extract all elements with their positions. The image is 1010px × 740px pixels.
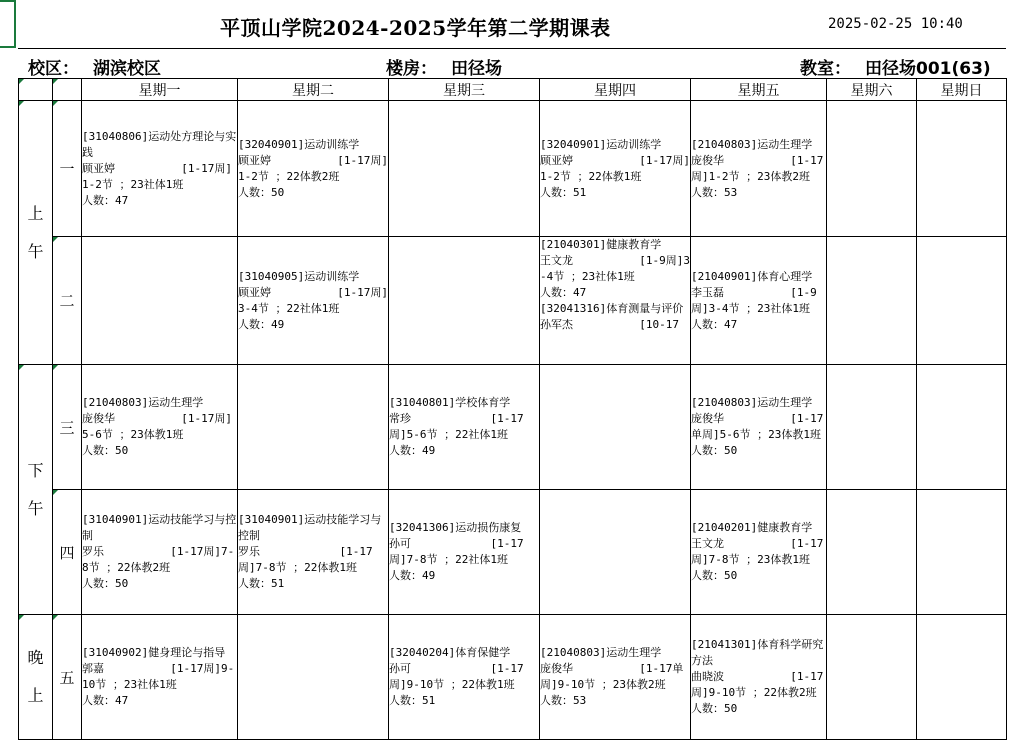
course-cell[interactable] <box>389 365 540 490</box>
building-value: 田径场 <box>451 59 502 79</box>
course-cell[interactable] <box>82 237 238 365</box>
half-day-char: 下 <box>27 460 44 480</box>
course-entry: [31040901]运动技能学习与控制 罗乐 [1-17周]7-8节 ；22体教2班 人数：50 <box>82 513 237 590</box>
course-cell[interactable] <box>82 615 238 740</box>
day-header: 星期四 <box>540 79 691 101</box>
course-cell[interactable] <box>540 101 691 237</box>
course-entry: [21041301]体育科学研究方法 曲晓波 [1-17周]9-10节 ；22体教2班 人数：50 <box>691 638 824 715</box>
course-cell[interactable] <box>917 101 1007 237</box>
half-day-label <box>19 365 53 615</box>
building-info <box>386 54 502 79</box>
half-day-label <box>19 615 53 740</box>
building-label: 楼房： <box>386 59 437 79</box>
course-entry: [31040901]运动技能学习与控制 罗乐 [1-17周]7-8节 ；22体教1班 人数：51 <box>238 513 382 590</box>
course-cell[interactable] <box>691 101 827 237</box>
campus-info <box>28 54 161 79</box>
period-number-text: 五 <box>59 668 75 687</box>
cell-selection-marker <box>0 0 16 48</box>
period-row <box>19 490 1007 615</box>
period-number <box>53 490 82 615</box>
course-entry: [21040201]健康教育学 王文龙 [1-17周]7-8节 ；23体教1班 人数：50 <box>691 521 824 582</box>
course-cell[interactable] <box>827 615 917 740</box>
course-entry: [32040901]运动训练学 顾亚婷 [1-17周]1-2节 ；22体教1班 人数：51 <box>540 137 690 199</box>
period-row <box>19 615 1007 740</box>
period-number-text: 三 <box>59 418 75 437</box>
course-cell[interactable] <box>691 237 827 365</box>
course-cell[interactable] <box>389 490 540 615</box>
course-cell[interactable] <box>917 490 1007 615</box>
period-row <box>19 101 1007 237</box>
course-cell[interactable] <box>238 615 389 740</box>
day-header: 星期三 <box>389 79 540 101</box>
half-day-char: 上 <box>27 686 44 705</box>
day-header: 星期一 <box>82 79 238 101</box>
course-entry: [32040204]体育保健学 孙可 [1-17周]9-10节 ；22体教1班 人数：51 <box>389 646 524 707</box>
course-entry: [21040301]健康教育学 王文龙 [1-9周]3-4节 ；23社体1班 人数：47 <box>540 238 690 299</box>
course-cell[interactable] <box>540 490 691 615</box>
course-cell[interactable] <box>917 615 1007 740</box>
period-number <box>53 237 82 365</box>
course-cell[interactable] <box>389 615 540 740</box>
course-entry: [32040901]运动训练学 顾亚婷 [1-17周]1-2节 ；22体教2班 人数：50 <box>238 137 388 199</box>
page-title: 平顶山学院2024-2025学年第二学期课表 <box>220 16 611 40</box>
course-entry: [21040803]运动生理学 庞俊华 [1-17单周]5-6节 ；23体教1班 人数：50 <box>691 396 824 457</box>
period-number-text: 一 <box>59 160 75 178</box>
course-cell[interactable] <box>827 365 917 490</box>
half-day-char: 晚 <box>27 648 44 667</box>
course-entry: [21040901]体育心理学 李玉磊 [1-9周]3-4节 ；23社体1班 人数：47 <box>691 269 817 331</box>
course-cell[interactable] <box>238 365 389 490</box>
period-row <box>19 365 1007 490</box>
course-cell[interactable] <box>389 101 540 237</box>
half-day-label <box>19 101 53 365</box>
course-cell[interactable] <box>917 365 1007 490</box>
course-entry: [31040902]健身理论与指导 郭嘉 [1-17周]9-10节 ；23社体1班 人数：47 <box>82 646 235 707</box>
day-header: 星期五 <box>691 79 827 101</box>
course-entry: [32041316]体育测量与评价 孙军杰 [10-17 <box>540 302 684 331</box>
period-number-text: 二 <box>59 292 75 310</box>
course-entry: [31040905]运动训练学 顾亚婷 [1-17周]3-4节 ；22社体1班 人数：49 <box>238 269 388 331</box>
day-header-row <box>19 79 1007 101</box>
day-header: 星期六 <box>827 79 917 101</box>
course-cell[interactable] <box>82 490 238 615</box>
course-entry: [21040803]运动生理学 庞俊华 [1-17周]5-6节 ；23体教1班 人数：50 <box>82 396 232 457</box>
course-cell[interactable] <box>540 365 691 490</box>
period-number <box>53 615 82 740</box>
course-entry: [21040803]运动生理学 庞俊华 [1-17单周]9-10节 ；23体教2班 人数：53 <box>540 646 684 707</box>
period-row <box>19 237 1007 365</box>
day-header: 星期二 <box>238 79 389 101</box>
course-cell[interactable] <box>917 237 1007 365</box>
half-day-char: 上 <box>27 203 44 223</box>
course-cell[interactable] <box>82 101 238 237</box>
course-cell[interactable] <box>691 365 827 490</box>
period-number <box>53 101 82 237</box>
course-cell[interactable] <box>540 615 691 740</box>
course-cell[interactable] <box>389 237 540 365</box>
campus-label: 校区： <box>28 59 79 79</box>
corner-cell <box>19 79 53 101</box>
period-number-text: 四 <box>59 543 75 562</box>
day-header: 星期日 <box>917 79 1007 101</box>
room-label: 教室： <box>800 59 851 79</box>
campus-value: 湖滨校区 <box>93 59 161 79</box>
course-entry: [31040806]运动处方理论与实践 顾亚婷 [1-17周]1-2节 ；23社体1班 人数：47 <box>82 129 237 207</box>
corner-cell-2 <box>53 79 82 101</box>
course-cell[interactable] <box>827 101 917 237</box>
period-number <box>53 365 82 490</box>
course-entry: [21040803]运动生理学 庞俊华 [1-17周]1-2节 ；23体教2班 人数：53 <box>691 137 824 199</box>
half-day-char: 午 <box>27 498 44 518</box>
course-entry: [32041306]运动损伤康复 孙可 [1-17周]7-8节 ；22社体1班 人数：49 <box>389 521 524 582</box>
course-cell[interactable] <box>238 237 389 365</box>
room-value: 田径场001(63) <box>865 59 991 79</box>
course-entry: [31040801]学校体育学 常珍 [1-17周]5-6节 ；22社体1班 人数：49 <box>389 396 524 457</box>
course-cell[interactable] <box>238 490 389 615</box>
half-day-char: 午 <box>27 241 44 261</box>
header-divider <box>18 48 1006 49</box>
course-cell[interactable] <box>827 237 917 365</box>
course-cell[interactable] <box>691 615 827 740</box>
course-cell[interactable] <box>691 490 827 615</box>
timetable <box>18 78 1007 740</box>
course-cell[interactable] <box>82 365 238 490</box>
timestamp: 2025-02-25 10:40 <box>828 16 963 32</box>
course-cell[interactable] <box>827 490 917 615</box>
course-cell[interactable] <box>540 237 691 365</box>
course-cell[interactable] <box>238 101 389 237</box>
room-info <box>800 54 991 79</box>
